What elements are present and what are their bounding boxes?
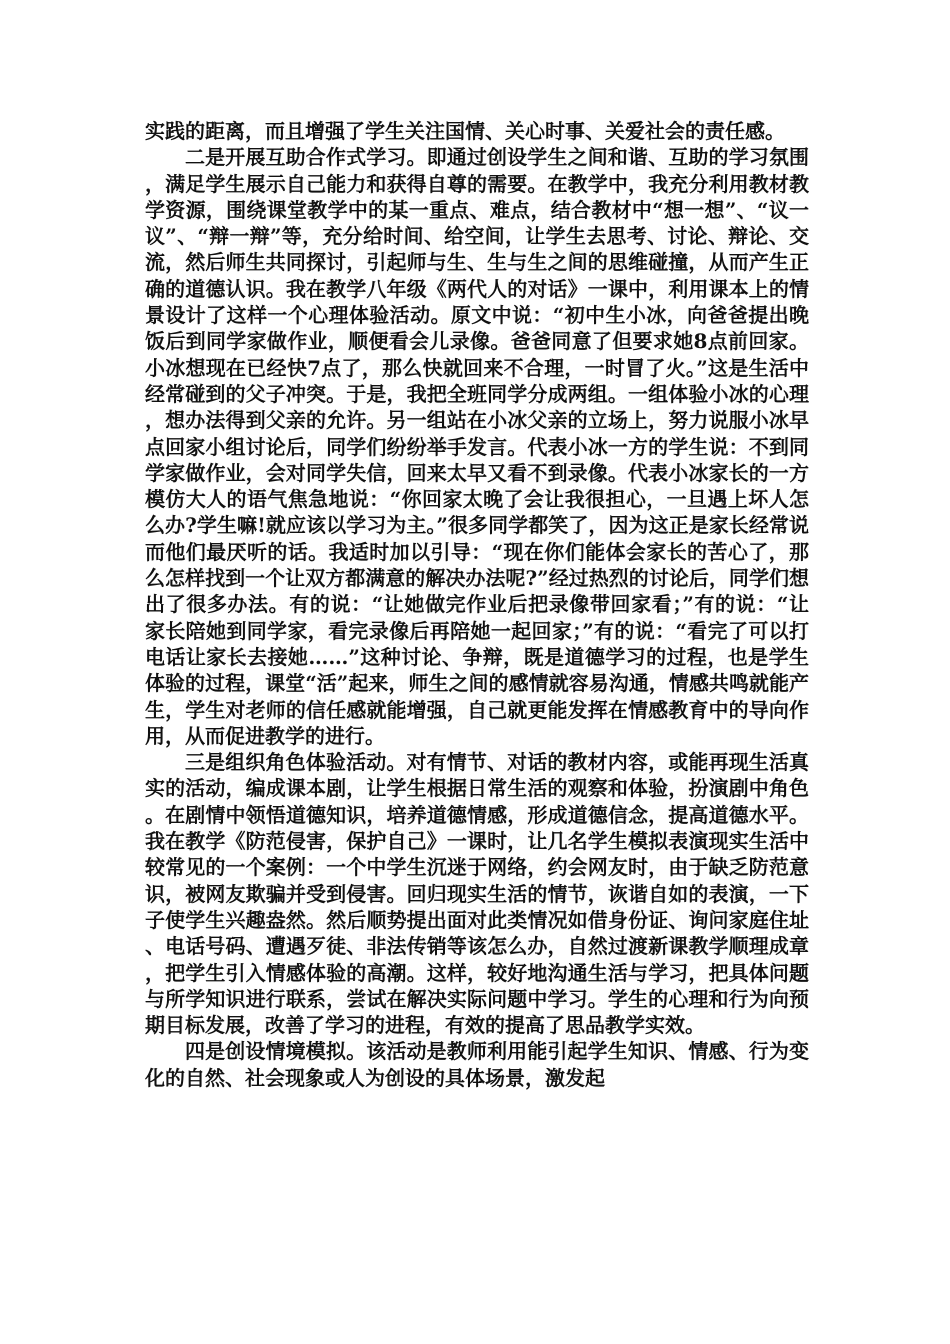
paragraph-cooperative-learning: 二是开展互助合作式学习。即通过创设学生之间和谐、互助的学习氛围，满足学生展示自己能力和获得自尊的需要。在教学中，我充分利用教材教学资源，围绕课堂教学中的某一重点、难点，结合教材中“想一想”、“议一议”、“辩一辩”等，充分给时间、给空间，让学生去思考、讨论、辩论、交流，然后师生共同探讨，引起师与生、生与生之间的思维碰撞，从而产生正确的道德认识。我在教学八年级《两代人的对话》一课中，利用课本上的情景设计了这样一个心理体验活动。原文中说：“初中生小冰，向爸爸提出晚饭后到同学家做作业，顺便看会儿录像。爸爸同意了但要求她8点前回家。小冰想现在已经快7点了，那么快就回来不合理，一时冒了火。”这是生活中经常碰到的父子冲突。于是，我把全班同学分成两组。一组体验小冰的心理，想办法得到父亲的允许。另一组站在小冰父亲的立场上，努力说服小冰早点回家小组讨论后，同学们纷纷举手发言。代表小冰一方的学生说：不到同学家做作业，会对同学失信，回来太早又看不到录像。代表小冰家长的一方模仿大人的语气焦急地说：“你回家太晚了会让我很担心，一旦遇上坏人怎么办?学生嘛!就应该以学习为主。”很多同学都笑了，因为这正是家长经常说而他们最厌听的话。我适时加以引导：“现在你们能体会家长的苦心了，那么怎样找到一个让双方都满意的解决办法呢?”经过热烈的讨论后，同学们想出了很多办法。有的说：“让她做完作业后把录像带回家看；”有的说：“让家长陪她到同学家，看完录像后再陪她一起回家；”有的说：“看完了可以打电话让家长去接她……”这种讨论、争辩，既是道德学习的过程，也是学生体验的过程，课堂“活”起来，师生之间的感情就容易沟通，情感共鸣就能产生，学生对老师的信任感就能增强，自己就更能发挥在情感教育中的导向作用，从而促进教学的进行。	[145, 145, 809, 748]
paragraph-role-play: 三是组织角色体验活动。对有情节、对话的教材内容，或能再现生活真实的活动，编成课本剧，让学生根据日常生活的观察和体验，扮演剧中角色。在剧情中领悟道德知识，培养道德情感，形成道德信念，提高道德水平。我在教学《防范侵害，保护自己》一课时，让几名学生模拟表演现实生活中较常见的一个案例：一个中学生沉迷于网络，约会网友时，由于缺乏防范意识，被网友欺骗并受到侵害。回归现实生活的情节，诙谐自如的表演，一下子使学生兴趣盎然。然后顺势提出面对此类情况如借身份证、询问家庭住址、电话号码、遭遇歹徒、非法传销等该怎么办，自然过渡新课教学顺理成章，把学生引入情感体验的高潮。这样，较好地沟通生活与学习，把具体问题与所学知识进行联系，尝试在解决实际问题中学习。学生的心理和行为向预期目标发展，改善了学习的进程，有效的提高了思品教学实效。	[145, 750, 809, 1038]
document-page	[145, 118, 809, 1091]
paragraph-continuation: 实践的距离，而且增强了学生关注国情、关心时事、关爱社会的责任感。	[145, 119, 785, 143]
paragraph-situation-simulation: 四是创设情境模拟。该活动是教师利用能引起学生知识、情感、行为变化的自然、社会现象或人为创设的具体场景，激发起	[145, 1039, 809, 1090]
